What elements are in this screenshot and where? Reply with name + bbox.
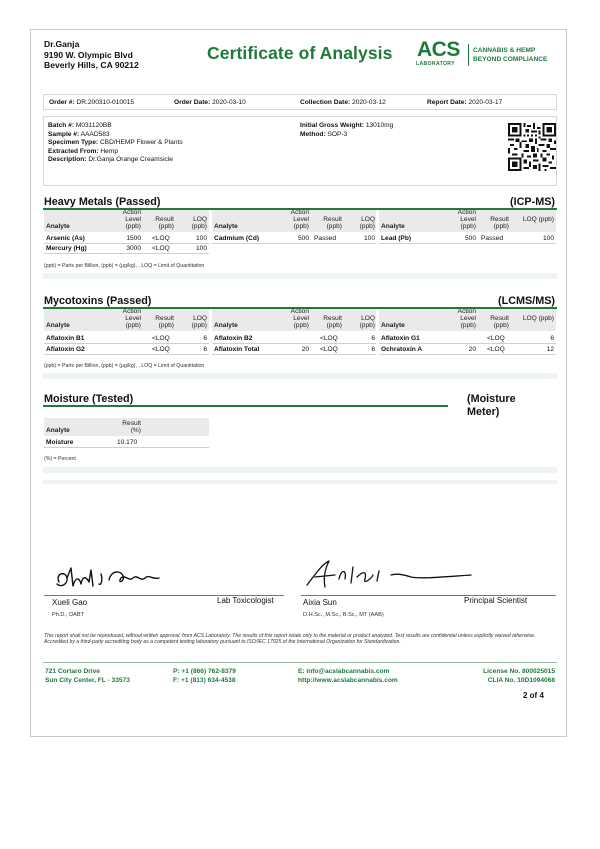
result-value: <LOQ <box>487 346 505 353</box>
loq-value: 100 <box>542 235 554 242</box>
footer-license-number: License No. 800025015 <box>483 668 555 675</box>
loq-value: 100 <box>195 235 207 242</box>
description <box>48 156 173 163</box>
col-header-action-level: Action Level (ppb) <box>457 308 476 330</box>
report-date <box>427 99 502 106</box>
extracted-from <box>48 148 118 155</box>
result-value: <LOQ <box>152 335 170 342</box>
footer-contact <box>298 667 398 685</box>
col-header-result: Result (ppb) <box>490 216 509 231</box>
section-band <box>43 467 557 473</box>
order-info-box <box>43 94 557 110</box>
col-header-analyte: Analyte <box>46 427 70 434</box>
col-header-loq: LOQ (ppb) <box>191 216 207 231</box>
footer-divider <box>43 662 557 663</box>
report-date-value: 2020-03-17 <box>468 99 503 106</box>
action-level-value: 500 <box>464 235 476 242</box>
col-header-loq: LOQ (ppb) <box>522 315 554 322</box>
section-band <box>43 373 557 379</box>
action-level-value: 20 <box>301 346 309 353</box>
mycotoxins-footnote: (ppb) = Parts per Billion, (ppb) = (μg/kg), , LOQ = Limit of Quantitation <box>44 363 205 369</box>
footer-website-link[interactable]: http://www.acslabcannabis.com <box>298 677 398 684</box>
description-label: Description: <box>48 156 87 163</box>
row-divider <box>44 447 209 448</box>
logo-tagline-1: CANNABIS & HEMP <box>473 47 536 54</box>
row-divider <box>212 243 376 244</box>
footer-phone-number: P: +1 (866) 762-8379 <box>173 668 236 675</box>
specimen-type-value: CBD/HEMP Flower & Plants <box>99 139 183 146</box>
col-header-result: Result (ppb) <box>490 315 509 330</box>
action-level-value: 500 <box>297 235 309 242</box>
signer-name: Aixia Sun <box>303 598 337 607</box>
analyte-name: Aflatoxin B2 <box>214 335 253 342</box>
client-name: Dr.Ganja <box>44 39 80 49</box>
row-divider <box>44 343 209 344</box>
col-header-result: Result (%) <box>122 420 141 435</box>
col-header-loq: LOQ (ppb) <box>359 315 375 330</box>
section-band <box>43 273 557 279</box>
extracted-from-label: Extracted From: <box>48 147 99 155</box>
col-header-loq: LOQ (ppb) <box>191 315 207 330</box>
page-number: 2 of 4 <box>523 691 544 700</box>
action-level-value: 20 <box>468 346 476 353</box>
analyte-name: Ochratoxin A <box>381 346 423 353</box>
result-value: 10.170 <box>117 439 138 446</box>
acs-logo <box>415 40 560 70</box>
col-header-result: Result (ppb) <box>155 315 174 330</box>
col-header-action-level: Action Level (ppb) <box>290 308 309 330</box>
result-value: <LOQ <box>487 335 505 342</box>
row-divider <box>379 243 556 244</box>
sample-value: AAAD583 <box>80 130 110 138</box>
sample-label: Sample #: <box>48 130 80 138</box>
initial-gross-weight <box>300 122 393 129</box>
logo-tagline-2: BEYOND COMPLIANCE <box>473 56 548 63</box>
client-address <box>44 39 139 71</box>
result-value: Passed <box>314 235 336 242</box>
loq-value: 6 <box>203 346 207 353</box>
heavy-metals-method: (ICP-MS) <box>510 196 555 208</box>
logo-divider <box>468 44 469 66</box>
footer-address-line1: 721 Cortaro Drive <box>45 668 100 675</box>
moisture-footnote: (%) = Percent <box>44 456 76 462</box>
signature-aixia-sun <box>301 557 481 591</box>
client-address-line2: Beverly Hills, CA 90212 <box>44 60 139 71</box>
loq-value: 100 <box>195 245 207 252</box>
row-divider <box>379 354 556 355</box>
section-band <box>43 480 557 484</box>
batch-number <box>48 122 112 129</box>
loq-value: 100 <box>363 235 375 242</box>
signer-role: Lab Toxicologist <box>217 596 274 605</box>
analyte-name: Aflatoxin G2 <box>46 346 85 353</box>
certificate-page <box>30 29 567 737</box>
analyte-name: Moisture <box>46 439 74 446</box>
analyte-name: Mercury (Hg) <box>46 245 87 252</box>
action-level-value: 1500 <box>126 235 141 242</box>
signature-xueli-gao <box>51 560 221 594</box>
collection-date-value: 2020-03-12 <box>352 99 386 106</box>
signer-credentials: D.H.Sc., M.Sc., B.Sc., MT (AAB) <box>303 612 384 618</box>
signer-credentials: Ph.D., DABT <box>52 612 85 618</box>
weight-label: Initial Gross Weight: <box>300 122 364 129</box>
document-title: Certificate of Analysis <box>207 43 393 63</box>
moisture-method-line2: Meter) <box>467 406 500 418</box>
result-value: <LOQ <box>320 335 338 342</box>
footer-phone <box>173 667 236 685</box>
moisture-method <box>467 393 516 419</box>
analyte-name: Arsenic (As) <box>46 235 85 242</box>
loq-value: 6 <box>550 335 554 342</box>
loq-value: 6 <box>371 346 375 353</box>
col-header-analyte: Analyte <box>214 322 238 329</box>
result-value: Passed <box>481 235 503 242</box>
col-header-analyte: Analyte <box>381 223 405 230</box>
order-number <box>49 99 134 106</box>
logo-acs: ACS <box>417 38 460 61</box>
analyte-name: Cadmium (Cd) <box>214 235 260 242</box>
footer-email[interactable]: E: info@acslabcannabis.com <box>298 668 390 675</box>
client-address-line1: 9190 W. Olympic Blvd <box>44 49 133 60</box>
col-header-analyte: Analyte <box>46 322 70 329</box>
analyte-name: Lead (Pb) <box>381 235 412 242</box>
extracted-from-value: Hemp <box>100 147 119 155</box>
description-value: Dr.Ganja Orange Creamsicle <box>88 156 173 163</box>
method-label: Method: <box>300 130 326 138</box>
signer-role: Principal Scientist <box>464 596 528 605</box>
col-header-analyte: Analyte <box>46 223 70 230</box>
footer-address <box>45 667 130 685</box>
col-header-action-level: Action Level (ppb) <box>457 209 476 231</box>
col-header-action-level: Action Level (ppb) <box>122 209 141 231</box>
loq-value: 12 <box>546 346 554 353</box>
batch-label: Batch #: <box>48 122 75 129</box>
result-value: <LOQ <box>320 346 338 353</box>
sample-number <box>48 131 110 138</box>
disclaimer-text: This report shall not be reproduced, without written approval, from ACS Laboratory. The results of this report relate only to the material or product analyzed. Test results are confidential unless explicitly waived otherwise. Accredited by a third-party accrediting body as a competent testing laboratory pursuant to ISO/IEC 17025 of the International Organization for Standardization. <box>44 633 536 646</box>
order-number-label: Order #: <box>49 99 75 106</box>
result-value: <LOQ <box>152 245 170 252</box>
row-divider <box>212 354 376 355</box>
col-header-loq: LOQ (ppb) <box>522 216 554 223</box>
col-header-loq: LOQ (ppb) <box>359 216 375 231</box>
section-divider <box>43 405 448 407</box>
collection-date-label: Collection Date: <box>300 99 351 106</box>
order-date-label: Order Date: <box>174 99 211 106</box>
mycotoxins-title: Mycotoxins (Passed) <box>44 295 152 307</box>
specimen-type-label: Specimen Type: <box>48 139 99 146</box>
order-date-value: 2020-03-10 <box>212 99 246 106</box>
col-header-result: Result (ppb) <box>323 315 342 330</box>
action-level-value: 3000 <box>126 245 141 252</box>
batch-value: M031120BB <box>75 122 112 129</box>
footer-address-line2: Sun City Center, FL - 33573 <box>45 677 130 684</box>
row-divider <box>212 343 376 344</box>
row-divider <box>44 253 209 254</box>
method-value: SOP-3 <box>327 130 348 138</box>
specimen-type <box>48 139 183 146</box>
analyte-name: Aflatoxin Total <box>214 346 260 353</box>
signer-name: Xueli Gao <box>52 598 88 607</box>
result-value: <LOQ <box>152 346 170 353</box>
sample-info-box <box>43 116 557 186</box>
mycotoxins-method: (LCMS/MS) <box>498 295 555 307</box>
footer-license <box>483 667 555 685</box>
footer-fax-number: F: +1 (813) 634-4538 <box>173 677 236 684</box>
result-value: <LOQ <box>152 235 170 242</box>
row-divider <box>44 243 209 244</box>
row-divider <box>379 343 556 344</box>
loq-value: 6 <box>203 335 207 342</box>
col-header-result: Result (ppb) <box>323 216 342 231</box>
order-number-value: DR.200310-010015 <box>76 99 135 106</box>
logo-laboratory: LABORATORY <box>416 61 455 67</box>
qr-code-icon <box>508 123 556 171</box>
col-header-analyte: Analyte <box>381 322 405 329</box>
order-date <box>174 99 246 106</box>
weight-value: 13010mg <box>365 122 394 129</box>
col-header-result: Result (ppb) <box>155 216 174 231</box>
footer-clia-number: CLIA No. 10D1094068 <box>487 677 555 684</box>
report-date-label: Report Date: <box>427 99 467 106</box>
heavy-metals-title: Heavy Metals (Passed) <box>44 196 161 208</box>
analyte-name: Aflatoxin B1 <box>46 335 85 342</box>
collection-date <box>300 99 386 106</box>
col-header-action-level: Action Level (ppb) <box>290 209 309 231</box>
heavy-metals-footnote: (ppb) = Parts per Billion, (ppb) = (μg/kg), , LOQ = Limit of Quantitation <box>44 263 205 269</box>
row-divider <box>44 354 209 355</box>
method <box>300 131 347 138</box>
loq-value: 6 <box>371 335 375 342</box>
moisture-title: Moisture (Tested) <box>44 393 134 405</box>
analyte-name: Aflatoxin G1 <box>381 335 420 342</box>
col-header-action-level: Action Level (ppb) <box>122 308 141 330</box>
col-header-analyte: Analyte <box>214 223 238 230</box>
moisture-method-line1: (Moisture <box>467 393 516 405</box>
